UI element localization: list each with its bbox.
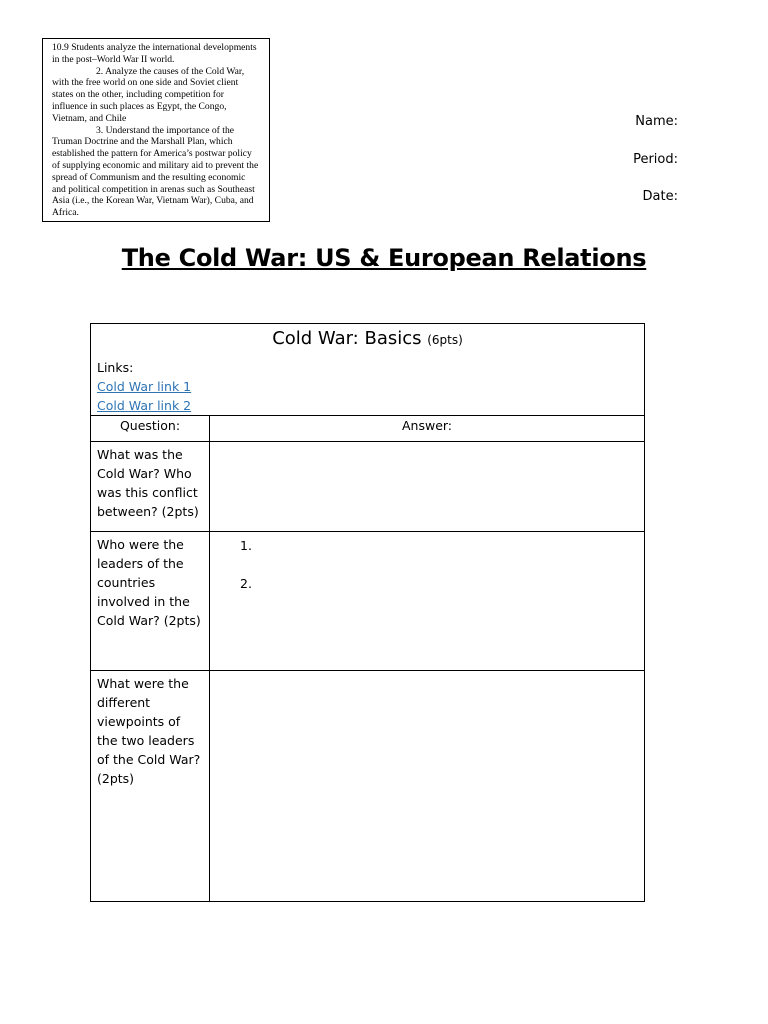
links-block [91, 351, 644, 415]
answer-cell[interactable] [210, 671, 645, 902]
section-header [91, 324, 645, 416]
date-label: Date: [642, 189, 678, 204]
name-label: Name: [635, 114, 678, 129]
standards-item-3: 3. Understand the importance of the Truman Doctrine and the Marshall Plan, which established the pattern for America’s postwar policy of supplying economic and military aid to prevent the spread of Communism and the resulting economic and political competition in arenas such as Southeast Asia (i.e., the Korean War, Vietnam War), Cuba, and Africa. [52, 124, 259, 219]
worksheet-table [90, 323, 645, 902]
standards-intro: 10.9 Students analyze the international developments in the post–World War II world. [52, 42, 257, 65]
links-label: Links: [97, 360, 134, 375]
section-title [91, 324, 644, 351]
period-label: Period: [633, 152, 678, 167]
answer-item-2: 2. [240, 576, 252, 591]
question-cell: Who were the leaders of the countries involved in the Cold War? (2pts) [91, 532, 210, 671]
cold-war-link-2[interactable]: Cold War link 2 [97, 398, 192, 413]
question-cell: What were the different viewpoints of the two leaders of the Cold War? (2pts) [91, 671, 210, 902]
question-cell: What was the Cold War? Who was this conflict between? (2pts) [91, 442, 210, 532]
page-title: The Cold War: US & European Relations [121, 244, 647, 272]
answer-cell[interactable] [210, 532, 645, 671]
standards-item-2: 2. Analyze the causes of the Cold War, with the free world on one side and Soviet client states on the other, including competition for influence in such places as Egypt, the Congo, Vietnam, and Chile [52, 65, 245, 124]
cold-war-link-1[interactable]: Cold War link 1 [97, 379, 192, 394]
question-header: Question: [91, 416, 210, 442]
section-points: (6pts) [427, 333, 463, 347]
standards-box [42, 38, 270, 222]
section-title-text: Cold War: Basics [272, 328, 422, 349]
answer-cell[interactable] [210, 442, 645, 532]
answer-header: Answer: [210, 416, 645, 442]
answer-item-1: 1. [240, 538, 252, 553]
